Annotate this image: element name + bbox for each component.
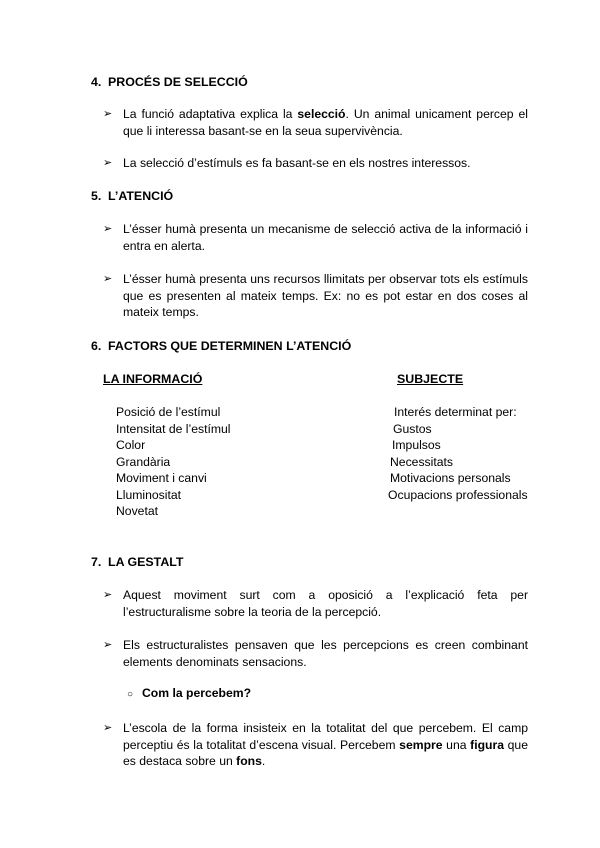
list-item: Moviment i canvi — [116, 471, 207, 485]
list-item: Necessitats — [390, 454, 453, 469]
bullet-item: ➢ La selecció d’estímuls es fa basant-se en els nostres interessos. — [103, 156, 471, 170]
section-number: 5. — [91, 189, 102, 203]
column-header-informacio: LA INFORMACIÓ — [103, 372, 203, 386]
heading-section-4 — [91, 75, 248, 89]
section-number: 4. — [91, 75, 102, 89]
sub-bullet-item: ○ Com la percebem? — [127, 686, 252, 700]
bold-term: sempre — [399, 737, 443, 752]
list-item: Interés determinat per: — [394, 405, 517, 419]
section-number: 6. — [91, 339, 102, 353]
list-item: Lluminositat — [116, 487, 182, 502]
bullet-item: ➢ Els estructuralistes pensaven que les percepcions es creen combinant elements denominats sensacions. — [103, 638, 528, 669]
heading-section-5 — [91, 189, 173, 203]
bullet-item: ➢ L’ésser humà presenta un mecanisme de selecció activa de la informació i entra en alerta. — [103, 222, 528, 253]
column-header-subjecte: SUBJECTE — [397, 372, 464, 386]
list-item: Grandària — [116, 454, 171, 469]
bold-term: fons — [236, 754, 262, 768]
arrow-bullet-icon: ➢ — [103, 108, 113, 120]
arrow-bullet-icon: ➢ — [103, 639, 113, 651]
bold-term: selecció — [297, 107, 346, 121]
bullet-item: ➢ L’escola de la forma insisteix en la totalitat del que percebem. El camp perceptiu és la totalitat d’escena visual. Percebem sempre una figura que es destaca sobre un fons. — [103, 721, 528, 768]
arrow-bullet-icon: ➢ — [103, 273, 113, 285]
list-item: Impulsos — [392, 438, 441, 452]
list-item: Gustos — [393, 421, 432, 436]
arrow-bullet-icon: ➢ — [103, 589, 113, 601]
arrow-bullet-icon: ➢ — [103, 223, 113, 235]
list-item: Novetat — [116, 504, 159, 518]
bullet-item: ➢ Aquest moviment surt com a oposició a l’explicació feta per l’estructuralisme sobre la teoria de la percepció. — [103, 588, 528, 619]
list-item: Color — [116, 438, 146, 452]
factors-list-informacio — [116, 404, 230, 520]
list-item: Motivacions personals — [390, 471, 511, 485]
list-item: Ocupacions professionals — [388, 487, 528, 502]
list-item: Posició de l’estímul — [116, 405, 221, 419]
section-title: LA GESTALT — [108, 555, 184, 569]
bold-term: figura — [470, 737, 505, 752]
bullet-item: ➢ La funció adaptativa explica la selecció. Un animal unicament percep el que li interessa basant-se en la seua supervivència. — [103, 107, 528, 138]
heading-section-7 — [91, 555, 183, 569]
section-number: 7. — [91, 555, 102, 569]
arrow-bullet-icon: ➢ — [103, 722, 113, 734]
factors-list-subjecte — [388, 404, 528, 503]
section-title: PROCÉS DE SELECCIÓ — [108, 75, 248, 89]
arrow-bullet-icon: ➢ — [103, 157, 113, 169]
section-title: FACTORS QUE DETERMINEN L’ATENCIÓ — [108, 339, 352, 353]
list-item: Intensitat de l’estímul — [116, 421, 231, 436]
bullet-item: ➢ L’ésser humà presenta uns recursos llimitats per observar tots els estímuls que es presenten al mateix temps. Ex: no es pot estar en dos coses al mateix temps. — [103, 272, 528, 319]
circle-bullet-icon: ○ — [127, 689, 134, 700]
heading-section-6 — [91, 339, 351, 353]
section-title: L’ATENCIÓ — [108, 189, 174, 203]
